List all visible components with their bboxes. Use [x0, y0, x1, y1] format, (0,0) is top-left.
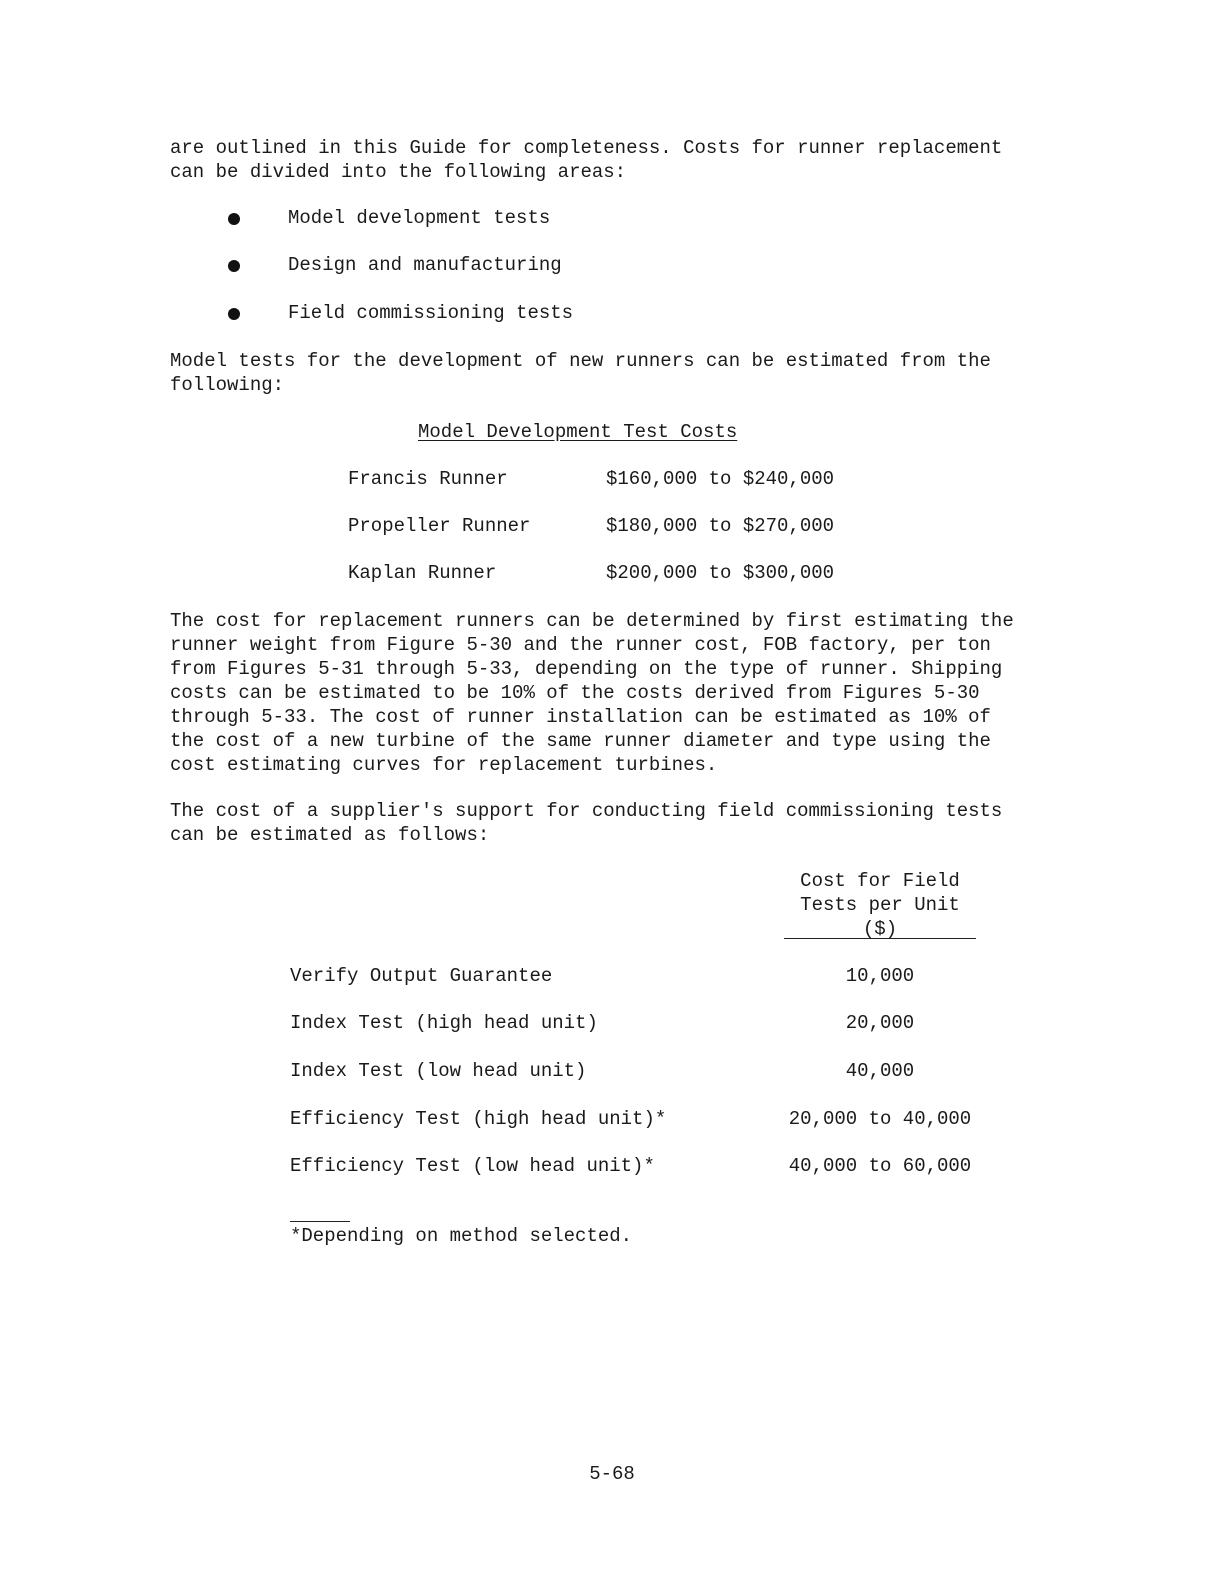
test-cost: 20,000 to 40,000 [788, 1108, 972, 1130]
field-table-header: Cost for Field Tests per Unit ($) [800, 870, 960, 940]
test-name: Index Test (low head unit) [290, 1060, 587, 1082]
runner-type: Kaplan Runner [348, 562, 497, 584]
runner-type: Francis Runner [348, 468, 508, 490]
table-row [290, 1107, 990, 1131]
model-table-title: Model Development Test Costs [418, 421, 738, 443]
test-name: Verify Output Guarantee [290, 965, 553, 987]
test-cost: 10,000 [845, 965, 915, 987]
test-name: Index Test (high head unit) [290, 1012, 598, 1034]
model-tests-paragraph: Model tests for the development of new runners can be estimated from the following: [170, 350, 991, 396]
test-cost: 20,000 [845, 1012, 915, 1034]
runner-type: Propeller Runner [348, 515, 531, 537]
replacement-paragraph: The cost for replacement runners can be determined by first estimating the runner weight from Figure 5-30 and the runner cost, FOB factory, per ton from Figures 5-31 through 5-33, depending on the type of runner. Shipping costs can be estimated to be 10% of the costs derived from Figures 5-30 through 5-33. The cost of runner installation can be estimated as 10% of the cost of a new turbine of the same runner diameter and type using the cost estimating curves for replacement turbines. [170, 610, 1014, 776]
runner-cost: $180,000 to $270,000 [606, 515, 835, 537]
runner-cost: $200,000 to $300,000 [606, 562, 835, 584]
bullet-text: Design and manufacturing [288, 254, 562, 276]
table-row [290, 1154, 990, 1178]
bullet-dot-icon [228, 260, 240, 272]
bullet-text: Field commissioning tests [288, 302, 574, 324]
bullet-text: Model development tests [288, 207, 551, 229]
header-rule [784, 938, 976, 939]
test-cost: 40,000 [845, 1060, 915, 1082]
test-name: Efficiency Test (low head unit)* [290, 1155, 655, 1177]
table-row [290, 964, 990, 988]
page-number: 5-68 [589, 1463, 635, 1485]
table-row [290, 1011, 990, 1035]
bullet-dot-icon [228, 308, 240, 320]
table-row [290, 1059, 990, 1083]
test-cost: 40,000 to 60,000 [788, 1155, 972, 1177]
field-paragraph: The cost of a supplier's support for conducting field commissioning tests can be estimated as follows: [170, 800, 1003, 846]
footnote-rule [290, 1221, 350, 1222]
test-name: Efficiency Test (high head unit)* [290, 1108, 667, 1130]
runner-cost: $160,000 to $240,000 [606, 468, 835, 490]
footnote: *Depending on method selected. [290, 1225, 633, 1247]
bullet-dot-icon [228, 213, 240, 225]
intro-paragraph: are outlined in this Guide for completeness. Costs for runner replacement can be divided into the following areas: [170, 137, 1003, 183]
